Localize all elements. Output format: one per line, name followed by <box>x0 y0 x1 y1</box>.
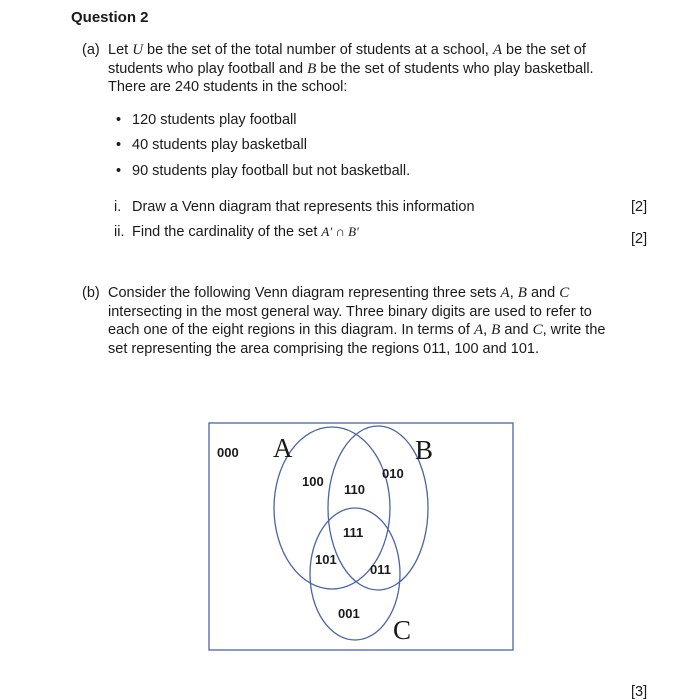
bullet-icon: • <box>116 112 122 128</box>
region-001: 001 <box>338 606 360 621</box>
region-010: 010 <box>382 466 404 481</box>
region-110: 110 <box>344 482 365 497</box>
region-011: 011 <box>370 562 391 577</box>
bullet-icon: • <box>116 137 122 153</box>
bullet-icon: • <box>116 163 122 179</box>
part-b-label: (b) <box>82 285 100 301</box>
sub-question-ii-text: Find the cardinality of the set A′ ∩ B′ <box>132 224 359 240</box>
part-a-label: (a) <box>82 42 100 58</box>
bullet-item: 90 students play football but not basketball. <box>132 163 411 179</box>
region-111: 111 <box>343 525 364 540</box>
bullet-item: 120 students play football <box>132 112 297 128</box>
bullet-item: 40 students play basketball <box>132 137 307 153</box>
part-a-text: Let U be the set of the total number of students at a school, A be the set of students who play football and B be the set of students who play basketball. There are 240 students in the school: <box>108 42 594 95</box>
region-000: 000 <box>217 445 239 460</box>
part-b-text: Consider the following Venn diagram representing three sets A, B and C intersecting in the most general way. Three binary digits are used to refer to each one of the eight regions in this diagram. In terms of A, B and C, write the set representing the area comprising the regions 011, 100 and 101. <box>108 285 606 357</box>
marks-ii: [2] <box>631 231 648 247</box>
set-a-label: A <box>273 433 293 463</box>
region-100: 100 <box>302 474 324 489</box>
set-c-label: C <box>393 615 412 645</box>
region-101: 101 <box>315 552 337 567</box>
sub-question-i-text: Draw a Venn diagram that represents this information <box>132 199 475 215</box>
sub-question-ii-label: ii. <box>114 224 125 240</box>
set-b-label: B <box>415 435 434 465</box>
sub-question-i-label: i. <box>114 199 122 215</box>
marks-b: [3] <box>631 684 648 700</box>
question-title: Question 2 <box>71 9 149 26</box>
marks-i: [2] <box>631 199 648 215</box>
